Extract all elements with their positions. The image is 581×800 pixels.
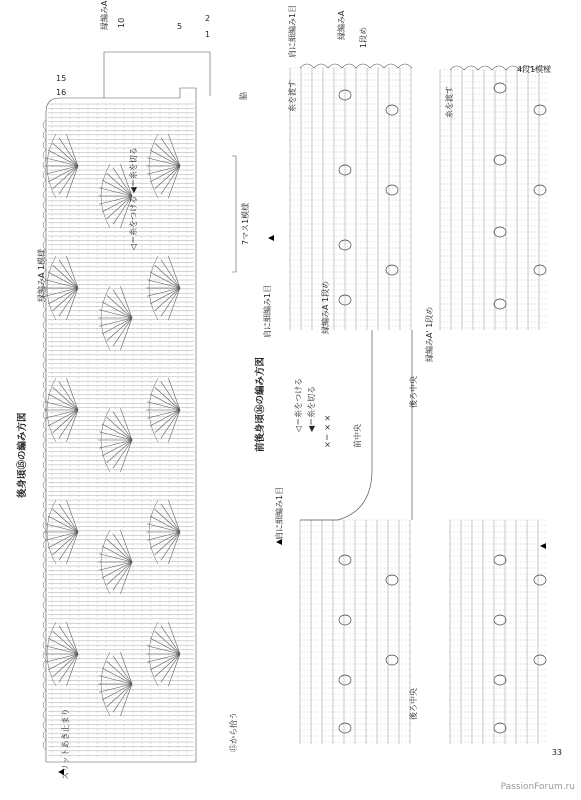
back-edge-scallop — [43, 740, 46, 750]
back-thread-legend: ◁＝糸をつける ◀＝糸を切る — [129, 147, 138, 250]
back-fan-stitch — [120, 408, 132, 440]
back-edge-scallop — [43, 500, 46, 510]
back-edge-scallop — [43, 210, 46, 220]
back-panel-outline — [46, 88, 196, 762]
back-edge-scallop — [43, 200, 46, 210]
back-fan-stitch — [66, 532, 78, 564]
back-edge-scallop — [43, 480, 46, 490]
back-row-5: 5 — [177, 22, 183, 31]
puff-stitch-oval — [534, 105, 546, 115]
back-row-1: 1 — [205, 30, 211, 39]
back-pattern-a-label: 縁編みA 1模様 — [37, 248, 46, 302]
back-fan-stitch — [66, 654, 78, 686]
back-fan-stitch — [168, 622, 180, 654]
puff-stitch-oval — [534, 655, 546, 665]
back-edge-scallop — [43, 440, 46, 450]
back-edge-scallop — [43, 550, 46, 560]
back-edge-scallop — [43, 590, 46, 600]
back-edge-scallop — [43, 690, 46, 700]
back-fan-stitch — [66, 166, 78, 198]
back-edge-scallop — [43, 410, 46, 420]
puff-stitch-oval — [386, 185, 398, 195]
side-repeat-marks: 4段1模様 — [517, 65, 552, 74]
back-edge-scallop — [43, 180, 46, 190]
center-front-label: 前中央 — [353, 424, 362, 448]
edge-scallop — [492, 66, 506, 70]
back-fan-stitch — [168, 378, 180, 410]
edge-scallop — [450, 66, 464, 70]
edge-scallop — [300, 64, 314, 68]
back-chart-title: 後身頃⑮の編み方図 — [17, 412, 28, 498]
back-row-10: 10 — [117, 17, 126, 28]
back-edge-scallop — [43, 580, 46, 590]
back-edge-scallop — [43, 560, 46, 570]
edge-scallop — [398, 64, 412, 68]
back-edge-scallop — [43, 150, 46, 160]
back-edge-scallop — [43, 460, 46, 470]
pattern-a-top-label: 縁編みA — [337, 10, 346, 40]
back-edge-scallop — [43, 600, 46, 610]
back-edge-scallop — [43, 120, 46, 130]
back-edge-scallop — [43, 340, 46, 350]
back-edge-scallop — [43, 640, 46, 650]
back-fan-stitch — [66, 622, 78, 654]
edge-scallop — [478, 66, 492, 70]
back-edge-scallop — [43, 670, 46, 680]
back-edge-scallop — [43, 320, 46, 330]
back-edge-scallop — [43, 330, 46, 340]
center-back-label-1: 後ろ中央 — [409, 376, 418, 408]
puff-stitch-oval — [494, 615, 506, 625]
back-panel-chart — [43, 52, 236, 762]
center-back-label-2: 後ろ中央 — [409, 688, 418, 720]
back-edge-scallop — [43, 390, 46, 400]
back-edge-scallop — [43, 520, 46, 530]
back-edge-scallop — [43, 140, 46, 150]
back-fan-stitch — [120, 318, 132, 350]
back-edge-scallop — [43, 220, 46, 230]
back-edge-scallop — [43, 660, 46, 670]
back-edge-scallop — [43, 190, 46, 200]
back-fan-stitch — [168, 532, 180, 564]
puff-stitch-oval — [494, 555, 506, 565]
back-edge-scallop — [43, 650, 46, 660]
watermark: PassionForum.ru — [500, 782, 575, 792]
puff-stitch-oval — [494, 675, 506, 685]
edge-scallop — [384, 64, 398, 68]
side-seam-tag: 脇 — [239, 92, 248, 100]
back-edge-scallop — [43, 610, 46, 620]
edge-scallop — [370, 64, 384, 68]
back-row-2: 2 — [205, 14, 211, 23]
back-edge-scallop — [43, 570, 46, 580]
front-legend-x: ×＝ × × — [323, 414, 332, 448]
edge-scallop — [314, 64, 328, 68]
back-row-15: 15 — [56, 74, 67, 83]
row-1-label: 1段め — [359, 26, 368, 48]
back-edge-scallop — [43, 350, 46, 360]
puff-stitch-oval — [534, 575, 546, 585]
back-fan-stitch — [66, 256, 78, 288]
back-fan-stitch — [168, 500, 180, 532]
back-motif-width-label: 7マス1模様 — [241, 202, 250, 245]
puff-stitch-oval — [339, 723, 351, 733]
page-number: 33 — [551, 748, 562, 757]
back-edge-scallop — [43, 490, 46, 500]
edge-scallop — [328, 64, 342, 68]
back-edge-scallop — [43, 160, 46, 170]
back-edge-scallop — [43, 130, 46, 140]
back-edge-scallop — [43, 170, 46, 180]
back-edge-scallop — [43, 720, 46, 730]
back-edge-scallop — [43, 540, 46, 550]
front-legend-cut: ◀＝糸を切る — [307, 385, 316, 432]
back-fan-stitch — [168, 256, 180, 288]
back-edge-scallop — [43, 730, 46, 740]
back-edge-scallop — [43, 360, 46, 370]
puff-stitch-oval — [534, 265, 546, 275]
thread-cut-marker — [268, 235, 274, 241]
back-edge-scallop — [43, 430, 46, 440]
back-edge-scallop — [43, 710, 46, 720]
thread-carry-note: 糸を渡す — [288, 80, 297, 112]
edge-scallop — [356, 64, 370, 68]
thread-carry-note-2: 糸を渡す — [445, 86, 454, 118]
back-edge-scallop — [43, 620, 46, 630]
puff-stitch-oval — [339, 555, 351, 565]
front-chart-title: 前後身頃⑯の編み方図 — [255, 356, 266, 452]
shoulder-note-3: 肩に細編み1目 — [275, 486, 284, 540]
back-edge-scallop — [43, 510, 46, 520]
puff-stitch-oval — [494, 723, 506, 733]
edge-scallop — [342, 64, 356, 68]
back-slit-note: スリットあき止まり — [61, 708, 70, 780]
back-edge-scallop — [43, 700, 46, 710]
back-edge-scallop — [43, 470, 46, 480]
puff-stitch-oval — [339, 615, 351, 625]
puff-stitch-oval — [339, 675, 351, 685]
front-legend-attach: ◁＝糸をつける — [294, 377, 303, 432]
back-edge-scallop — [43, 370, 46, 380]
shoulder-note-1: 肩に細編み1目 — [288, 4, 297, 58]
back-edge-scallop — [43, 450, 46, 460]
back-edge-scallop — [43, 680, 46, 690]
back-fan-stitch — [168, 410, 180, 442]
back-edge-scallop — [43, 380, 46, 390]
back-edge-scallop — [43, 530, 46, 540]
back-row-16: 16 — [56, 88, 67, 97]
puff-stitch-oval — [386, 265, 398, 275]
pattern-a-row1: 縁編みA 1段め — [321, 280, 330, 334]
back-fan-stitch — [120, 652, 132, 684]
pattern-a-prime-row1: 縁編みA' 1段め — [425, 306, 434, 362]
shoulder-note-2: 肩に細編み1目 — [263, 284, 272, 338]
back-edge-scallop — [43, 310, 46, 320]
back-edge-scallop — [43, 400, 46, 410]
back-edge-scallop — [43, 230, 46, 240]
back-fan-stitch — [66, 500, 78, 532]
edge-scallop — [464, 66, 478, 70]
back-pickup-note: ⑮から拾う — [229, 712, 238, 752]
back-edge-scallop — [43, 630, 46, 640]
back-edge-scallop — [43, 420, 46, 430]
back-fan-stitch — [66, 410, 78, 442]
back-fan-stitch — [168, 654, 180, 686]
back-fan-stitch — [66, 378, 78, 410]
back-pattern-a-side: 縁編みA — [100, 0, 109, 30]
back-fan-stitch — [168, 166, 180, 198]
motif-bracket — [232, 156, 236, 272]
front-lower-chart — [300, 330, 548, 744]
back-fan-stitch — [120, 562, 132, 594]
back-side-tab — [104, 52, 210, 98]
